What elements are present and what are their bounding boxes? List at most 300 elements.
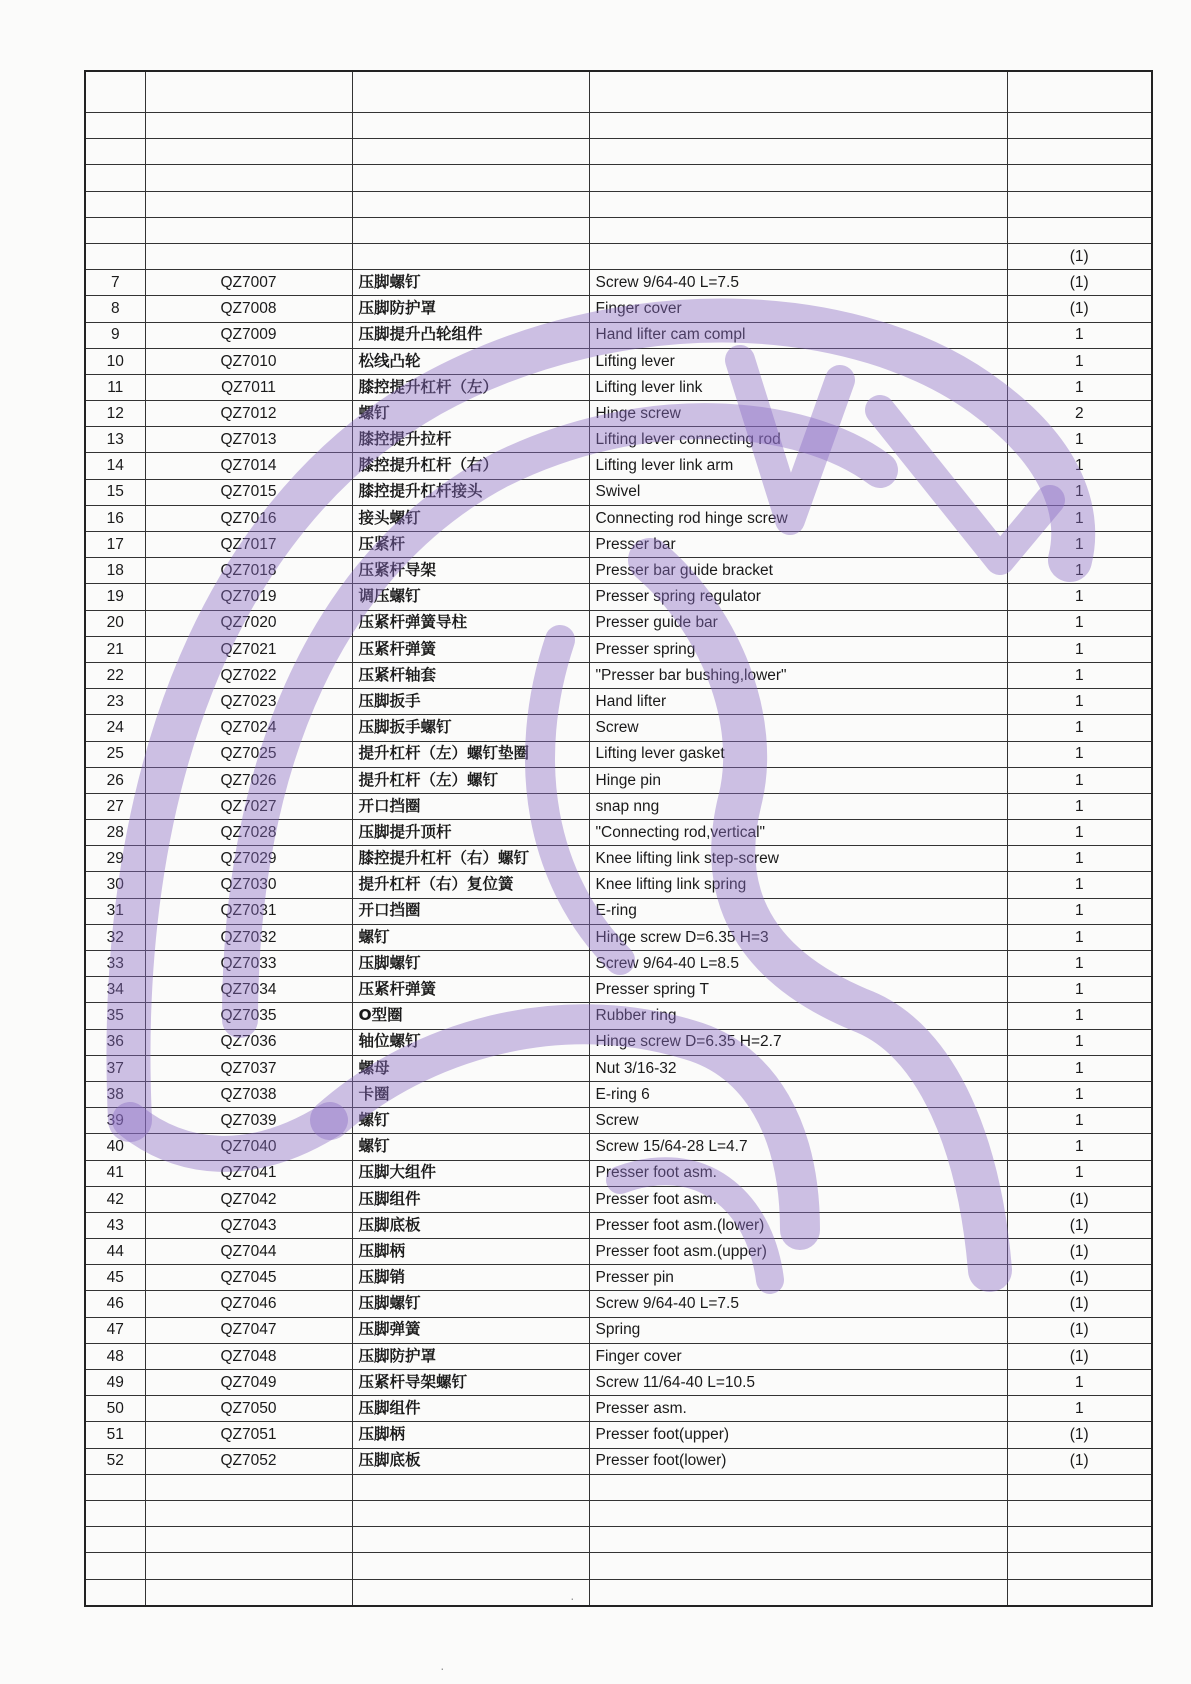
quantity-cell [1007, 217, 1152, 243]
item-number-cell [85, 71, 145, 113]
item-number-cell: 11 [85, 374, 145, 400]
english-name-cell: Presser foot(upper) [589, 1422, 1007, 1448]
scan-smudge: · [570, 1590, 575, 1606]
english-name-cell: Presser foot asm.(lower) [589, 1212, 1007, 1238]
english-name-cell: Hinge screw D=6.35 H=2.7 [589, 1029, 1007, 1055]
english-name-cell: Presser spring regulator [589, 584, 1007, 610]
english-name-cell [589, 1527, 1007, 1553]
table-row [85, 1474, 1152, 1500]
part-code-cell: QZ7046 [145, 1291, 352, 1317]
item-number-cell: 48 [85, 1343, 145, 1369]
item-number-cell: 8 [85, 296, 145, 322]
table-row [85, 767, 1152, 793]
part-code-cell: QZ7008 [145, 296, 352, 322]
item-number-cell [85, 191, 145, 217]
table-row [85, 1370, 1152, 1396]
part-code-cell: QZ7010 [145, 348, 352, 374]
table-row [85, 1527, 1152, 1553]
chinese-name-cell: 压紧杆弹簧 [352, 636, 589, 662]
part-code-cell: QZ7039 [145, 1108, 352, 1134]
table-row [85, 322, 1152, 348]
table-row [85, 1212, 1152, 1238]
quantity-cell: (1) [1007, 1212, 1152, 1238]
part-code-cell: QZ7049 [145, 1370, 352, 1396]
part-code-cell: QZ7047 [145, 1317, 352, 1343]
part-code-cell [145, 113, 352, 139]
english-name-cell: Presser asm. [589, 1396, 1007, 1422]
quantity-cell: 1 [1007, 505, 1152, 531]
quantity-cell: 1 [1007, 427, 1152, 453]
table-row [85, 1343, 1152, 1369]
table-row [85, 1265, 1152, 1291]
item-number-cell: 24 [85, 715, 145, 741]
item-number-cell: 33 [85, 951, 145, 977]
quantity-cell: 1 [1007, 322, 1152, 348]
item-number-cell: 27 [85, 793, 145, 819]
item-number-cell: 23 [85, 689, 145, 715]
english-name-cell: Presser foot asm. [589, 1160, 1007, 1186]
part-code-cell: QZ7052 [145, 1448, 352, 1474]
english-name-cell [589, 191, 1007, 217]
english-name-cell [589, 113, 1007, 139]
item-number-cell: 13 [85, 427, 145, 453]
chinese-name-cell [352, 1500, 589, 1526]
chinese-name-cell: 螺钉 [352, 1108, 589, 1134]
table-row [85, 1422, 1152, 1448]
chinese-name-cell: 压紧杆弹簧导柱 [352, 610, 589, 636]
chinese-name-cell: 轴位螺钉 [352, 1029, 589, 1055]
table-row [85, 662, 1152, 688]
part-code-cell [145, 1500, 352, 1526]
item-number-cell: 43 [85, 1212, 145, 1238]
table-row [85, 427, 1152, 453]
english-name-cell [589, 1500, 1007, 1526]
chinese-name-cell: 提升杠杆（左）螺钉 [352, 767, 589, 793]
quantity-cell: 1 [1007, 767, 1152, 793]
chinese-name-cell: 接头螺钉 [352, 505, 589, 531]
english-name-cell: Spring [589, 1317, 1007, 1343]
chinese-name-cell: 膝控提升杠杆（右）螺钉 [352, 846, 589, 872]
item-number-cell [85, 1553, 145, 1579]
table-row [85, 1239, 1152, 1265]
chinese-name-cell: 压紧杆 [352, 532, 589, 558]
parts-list-table [84, 70, 1153, 1607]
english-name-cell: Screw [589, 715, 1007, 741]
item-number-cell: 47 [85, 1317, 145, 1343]
part-code-cell: QZ7027 [145, 793, 352, 819]
part-code-cell [145, 1579, 352, 1606]
part-code-cell: QZ7022 [145, 662, 352, 688]
quantity-cell [1007, 71, 1152, 113]
chinese-name-cell: 压脚底板 [352, 1448, 589, 1474]
english-name-cell: Screw 15/64-28 L=4.7 [589, 1134, 1007, 1160]
chinese-name-cell [352, 191, 589, 217]
english-name-cell: Lifting lever gasket [589, 741, 1007, 767]
quantity-cell: 1 [1007, 924, 1152, 950]
english-name-cell: Presser spring [589, 636, 1007, 662]
item-number-cell: 38 [85, 1081, 145, 1107]
table-row [85, 374, 1152, 400]
part-code-cell: QZ7038 [145, 1081, 352, 1107]
part-code-cell: QZ7030 [145, 872, 352, 898]
quantity-cell: (1) [1007, 1317, 1152, 1343]
part-code-cell: QZ7017 [145, 532, 352, 558]
table-row [85, 532, 1152, 558]
english-name-cell: E-ring [589, 898, 1007, 924]
table-row [85, 1055, 1152, 1081]
table-row [85, 243, 1152, 269]
item-number-cell: 29 [85, 846, 145, 872]
part-code-cell: QZ7050 [145, 1396, 352, 1422]
item-number-cell: 42 [85, 1186, 145, 1212]
table-row [85, 1500, 1152, 1526]
part-code-cell [145, 139, 352, 165]
table-row [85, 846, 1152, 872]
part-code-cell: QZ7012 [145, 401, 352, 427]
english-name-cell: Hinge screw [589, 401, 1007, 427]
part-code-cell: QZ7011 [145, 374, 352, 400]
item-number-cell: 20 [85, 610, 145, 636]
table-row [85, 1579, 1152, 1606]
table-row [85, 1396, 1152, 1422]
english-name-cell: Hinge pin [589, 767, 1007, 793]
english-name-cell: Screw 9/64-40 L=7.5 [589, 1291, 1007, 1317]
item-number-cell: 16 [85, 505, 145, 531]
english-name-cell: Finger cover [589, 1343, 1007, 1369]
part-code-cell: QZ7021 [145, 636, 352, 662]
item-number-cell: 35 [85, 1003, 145, 1029]
item-number-cell: 22 [85, 662, 145, 688]
chinese-name-cell: 压脚弹簧 [352, 1317, 589, 1343]
quantity-cell: (1) [1007, 296, 1152, 322]
item-number-cell: 37 [85, 1055, 145, 1081]
english-name-cell: Screw [589, 1108, 1007, 1134]
english-name-cell [589, 71, 1007, 113]
part-code-cell: QZ7051 [145, 1422, 352, 1448]
chinese-name-cell: 螺钉 [352, 1134, 589, 1160]
english-name-cell: Lifting lever link arm [589, 453, 1007, 479]
parts-list-body [85, 71, 1152, 1606]
chinese-name-cell: 压脚组件 [352, 1396, 589, 1422]
quantity-cell: (1) [1007, 1343, 1152, 1369]
english-name-cell: E-ring 6 [589, 1081, 1007, 1107]
table-row [85, 636, 1152, 662]
english-name-cell: "Connecting rod,vertical" [589, 820, 1007, 846]
chinese-name-cell: 压脚销 [352, 1265, 589, 1291]
english-name-cell: Hand lifter [589, 689, 1007, 715]
quantity-cell: 1 [1007, 1160, 1152, 1186]
part-code-cell: QZ7041 [145, 1160, 352, 1186]
chinese-name-cell [352, 113, 589, 139]
quantity-cell: (1) [1007, 1186, 1152, 1212]
part-code-cell: QZ7025 [145, 741, 352, 767]
table-row [85, 217, 1152, 243]
chinese-name-cell: 松线凸轮 [352, 348, 589, 374]
part-code-cell: QZ7016 [145, 505, 352, 531]
chinese-name-cell [352, 217, 589, 243]
part-code-cell [145, 165, 352, 191]
item-number-cell [85, 217, 145, 243]
chinese-name-cell [352, 139, 589, 165]
chinese-name-cell: 压紧杆弹簧 [352, 977, 589, 1003]
item-number-cell: 9 [85, 322, 145, 348]
quantity-cell: 1 [1007, 374, 1152, 400]
part-code-cell [145, 71, 352, 113]
chinese-name-cell: 螺母 [352, 1055, 589, 1081]
table-row [85, 505, 1152, 531]
quantity-cell: 1 [1007, 662, 1152, 688]
chinese-name-cell: 压脚底板 [352, 1212, 589, 1238]
table-row [85, 1291, 1152, 1317]
table-row [85, 977, 1152, 1003]
quantity-cell [1007, 165, 1152, 191]
part-code-cell: QZ7015 [145, 479, 352, 505]
table-row [85, 165, 1152, 191]
english-name-cell: Lifting lever connecting rod [589, 427, 1007, 453]
quantity-cell [1007, 1474, 1152, 1500]
quantity-cell: 1 [1007, 1396, 1152, 1422]
quantity-cell: 1 [1007, 453, 1152, 479]
table-row [85, 1553, 1152, 1579]
item-number-cell: 18 [85, 558, 145, 584]
chinese-name-cell: 螺钉 [352, 401, 589, 427]
english-name-cell: Presser foot asm. [589, 1186, 1007, 1212]
quantity-cell: 1 [1007, 1081, 1152, 1107]
chinese-name-cell [352, 243, 589, 269]
part-code-cell [145, 1553, 352, 1579]
quantity-cell: 1 [1007, 1029, 1152, 1055]
part-code-cell: QZ7019 [145, 584, 352, 610]
quantity-cell [1007, 1500, 1152, 1526]
english-name-cell: Rubber ring [589, 1003, 1007, 1029]
item-number-cell: 30 [85, 872, 145, 898]
item-number-cell: 34 [85, 977, 145, 1003]
chinese-name-cell: 压脚螺钉 [352, 270, 589, 296]
table-row [85, 1186, 1152, 1212]
chinese-name-cell: 膝控提升杠杆（右） [352, 453, 589, 479]
item-number-cell: 12 [85, 401, 145, 427]
quantity-cell: (1) [1007, 270, 1152, 296]
english-name-cell: Presser spring T [589, 977, 1007, 1003]
chinese-name-cell [352, 1474, 589, 1500]
item-number-cell: 28 [85, 820, 145, 846]
item-number-cell [85, 1527, 145, 1553]
table-row [85, 793, 1152, 819]
english-name-cell [589, 139, 1007, 165]
english-name-cell: Presser pin [589, 1265, 1007, 1291]
english-name-cell [589, 1579, 1007, 1606]
quantity-cell [1007, 191, 1152, 217]
table-row [85, 715, 1152, 741]
part-code-cell [145, 1527, 352, 1553]
item-number-cell: 40 [85, 1134, 145, 1160]
quantity-cell: 1 [1007, 558, 1152, 584]
quantity-cell: 1 [1007, 1108, 1152, 1134]
item-number-cell: 26 [85, 767, 145, 793]
english-name-cell: Presser foot asm.(upper) [589, 1239, 1007, 1265]
english-name-cell: Presser bar [589, 532, 1007, 558]
english-name-cell: Screw 9/64-40 L=8.5 [589, 951, 1007, 977]
quantity-cell: 1 [1007, 715, 1152, 741]
chinese-name-cell: 压脚提升顶杆 [352, 820, 589, 846]
chinese-name-cell: 压脚螺钉 [352, 1291, 589, 1317]
quantity-cell [1007, 139, 1152, 165]
part-code-cell [145, 217, 352, 243]
quantity-cell [1007, 1553, 1152, 1579]
item-number-cell [85, 1500, 145, 1526]
quantity-cell [1007, 113, 1152, 139]
table-row [85, 951, 1152, 977]
table-row [85, 898, 1152, 924]
quantity-cell [1007, 1579, 1152, 1606]
chinese-name-cell: 压脚扳手 [352, 689, 589, 715]
item-number-cell: 46 [85, 1291, 145, 1317]
scan-smudge: · [440, 1660, 445, 1676]
part-code-cell: QZ7048 [145, 1343, 352, 1369]
part-code-cell: QZ7014 [145, 453, 352, 479]
chinese-name-cell: 开口挡圈 [352, 898, 589, 924]
quantity-cell: 1 [1007, 977, 1152, 1003]
chinese-name-cell: 卡圈 [352, 1081, 589, 1107]
part-code-cell: QZ7034 [145, 977, 352, 1003]
table-row [85, 872, 1152, 898]
item-number-cell: 14 [85, 453, 145, 479]
english-name-cell: "Presser bar bushing,lower" [589, 662, 1007, 688]
english-name-cell [589, 217, 1007, 243]
chinese-name-cell: 膝控提升拉杆 [352, 427, 589, 453]
chinese-name-cell: 调压螺钉 [352, 584, 589, 610]
quantity-cell: 1 [1007, 872, 1152, 898]
item-number-cell [85, 243, 145, 269]
chinese-name-cell [352, 71, 589, 113]
english-name-cell: Knee lifting link step-screw [589, 846, 1007, 872]
table-row [85, 1108, 1152, 1134]
quantity-cell: 1 [1007, 689, 1152, 715]
english-name-cell: Screw 11/64-40 L=10.5 [589, 1370, 1007, 1396]
quantity-cell: 1 [1007, 793, 1152, 819]
part-code-cell: QZ7023 [145, 689, 352, 715]
chinese-name-cell: 压脚防护罩 [352, 1343, 589, 1369]
chinese-name-cell: 膝控提升杠杆接头 [352, 479, 589, 505]
quantity-cell: 1 [1007, 1134, 1152, 1160]
quantity-cell: (1) [1007, 1291, 1152, 1317]
english-name-cell [589, 1474, 1007, 1500]
table-row [85, 1081, 1152, 1107]
english-name-cell: Lifting lever link [589, 374, 1007, 400]
chinese-name-cell: 压脚组件 [352, 1186, 589, 1212]
table-row [85, 1448, 1152, 1474]
chinese-name-cell: 压脚防护罩 [352, 296, 589, 322]
part-code-cell: QZ7037 [145, 1055, 352, 1081]
item-number-cell: 52 [85, 1448, 145, 1474]
table-row [85, 610, 1152, 636]
item-number-cell: 44 [85, 1239, 145, 1265]
part-code-cell: QZ7031 [145, 898, 352, 924]
english-name-cell: Knee lifting link spring [589, 872, 1007, 898]
part-code-cell: QZ7044 [145, 1239, 352, 1265]
table-row [85, 1134, 1152, 1160]
item-number-cell: 7 [85, 270, 145, 296]
item-number-cell: 31 [85, 898, 145, 924]
chinese-name-cell: 压脚提升凸轮组件 [352, 322, 589, 348]
english-name-cell: Presser guide bar [589, 610, 1007, 636]
part-code-cell: QZ7043 [145, 1212, 352, 1238]
quantity-cell: 2 [1007, 401, 1152, 427]
chinese-name-cell [352, 165, 589, 191]
table-row [85, 296, 1152, 322]
part-code-cell: QZ7040 [145, 1134, 352, 1160]
english-name-cell: Presser foot(lower) [589, 1448, 1007, 1474]
quantity-cell [1007, 1527, 1152, 1553]
part-code-cell: QZ7029 [145, 846, 352, 872]
item-number-cell: 45 [85, 1265, 145, 1291]
english-name-cell: Hand lifter cam compl [589, 322, 1007, 348]
part-code-cell: QZ7013 [145, 427, 352, 453]
part-code-cell: QZ7033 [145, 951, 352, 977]
chinese-name-cell: O型圈 [352, 1003, 589, 1029]
table-row [85, 820, 1152, 846]
part-code-cell: QZ7036 [145, 1029, 352, 1055]
item-number-cell [85, 113, 145, 139]
table-row [85, 741, 1152, 767]
item-number-cell: 17 [85, 532, 145, 558]
part-code-cell: QZ7035 [145, 1003, 352, 1029]
english-name-cell: Lifting lever [589, 348, 1007, 374]
table-row [85, 71, 1152, 113]
quantity-cell: 1 [1007, 951, 1152, 977]
english-name-cell: snap nng [589, 793, 1007, 819]
table-row [85, 689, 1152, 715]
table-row [85, 270, 1152, 296]
quantity-cell: 1 [1007, 532, 1152, 558]
item-number-cell: 50 [85, 1396, 145, 1422]
chinese-name-cell: 压紧杆导架螺钉 [352, 1370, 589, 1396]
item-number-cell: 36 [85, 1029, 145, 1055]
quantity-cell: (1) [1007, 1448, 1152, 1474]
quantity-cell: (1) [1007, 1239, 1152, 1265]
item-number-cell: 10 [85, 348, 145, 374]
part-code-cell: QZ7026 [145, 767, 352, 793]
item-number-cell [85, 139, 145, 165]
chinese-name-cell: 提升杠杆（左）螺钉垫圈 [352, 741, 589, 767]
item-number-cell: 39 [85, 1108, 145, 1134]
part-code-cell: QZ7032 [145, 924, 352, 950]
item-number-cell [85, 1474, 145, 1500]
chinese-name-cell: 压脚柄 [352, 1422, 589, 1448]
english-name-cell [589, 243, 1007, 269]
quantity-cell: 1 [1007, 898, 1152, 924]
quantity-cell: 1 [1007, 846, 1152, 872]
table-row [85, 584, 1152, 610]
quantity-cell: 1 [1007, 584, 1152, 610]
quantity-cell: 1 [1007, 1370, 1152, 1396]
item-number-cell: 15 [85, 479, 145, 505]
part-code-cell: QZ7007 [145, 270, 352, 296]
table-row [85, 1003, 1152, 1029]
table-row [85, 401, 1152, 427]
table-row [85, 1160, 1152, 1186]
chinese-name-cell: 压脚柄 [352, 1239, 589, 1265]
chinese-name-cell: 压脚扳手螺钉 [352, 715, 589, 741]
english-name-cell: Finger cover [589, 296, 1007, 322]
table-row [85, 191, 1152, 217]
quantity-cell: (1) [1007, 243, 1152, 269]
quantity-cell: 1 [1007, 820, 1152, 846]
table-row [85, 1029, 1152, 1055]
chinese-name-cell: 压脚螺钉 [352, 951, 589, 977]
chinese-name-cell [352, 1579, 589, 1606]
table-row [85, 348, 1152, 374]
